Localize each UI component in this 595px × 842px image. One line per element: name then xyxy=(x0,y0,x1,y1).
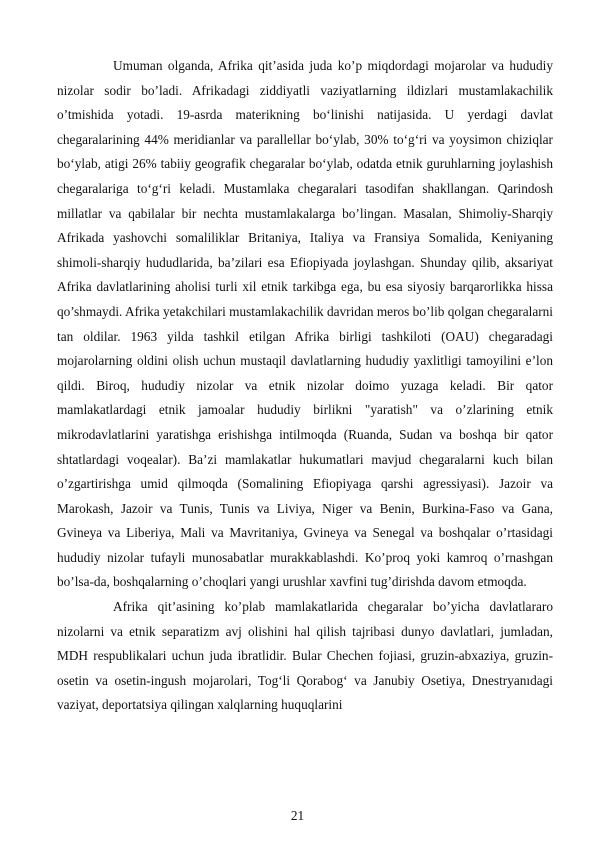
page-number: 21 xyxy=(290,808,305,823)
paragraph-1: Umuman olganda, Afrika qit’asida juda ko’p miqdordagi mojarolar va hududiy nizolar sodir bo’ladi. Afrikadagi ziddiyatli vaziyatlarning ildizlari mustamlakachilik o’tmishida yotadi. 19-asrda materikning bo‘linishi natijasida. U yerdagi davlat chegaralarining 44% meridianlar va parallellar bo‘ylab, 30% to‘g‘ri va yoysimon chiziqlar bo‘ylab, atigi 26% tabiiy geografik chegaralar bo‘ylab, odatda etnik guruhlarning joylashish chegaralariga to‘g‘ri keladi. Mustamlaka chegaralari tasodifan shakllangan. Qarindosh millatlar va qabilalar bir nechta mustamlakalarga bo’lingan. Masalan, Shimoliy-Sharqiy Afrikada yashovchi somaliliklar Britaniya, Italiya va Fransiya Somalida, Keniyaning shimoli-sharqiy hududlarida, ba’zilari esa Efiopiyada joylashgan. Shunday qilib, aksariyat Afrika davlatlarining aholisi turli xil etnik tarkibga ega, bu esa siyosiy barqarorlikka hissa qo’shmaydi. Afrika yetakchilari mustamlakachilik davridan meros bo’lib qolgan chegaralarni tan oldilar. 1963 yilda tashkil etilgan Afrika birligi tashkiloti (OAU) chegaradagi mojarolarning oldini olish uchun mustaqil davlatlarning hududiy yaxlitligi tamoyilini e’lon qildi. Biroq, hududiy nizolar va etnik nizolar doimo yuzaga keladi. Bir qator mamlakatlardagi etnik jamoalar hududiy birlikni "yaratish" va o’zlarining etnik mikrodavlatlarini yaratishga erishishga intilmoqda (Ruanda, Sudan va boshqa bir qator shtatlardagi voqealar). Ba’zi mamlakatlar hukumatlari mavjud chegaralarni kuch bilan o’zgartirishga umid qilmoqda (Somalining Efiopiyaga qarshi agressiyasi). Jazoir va Marokash, Jazoir va Tunis, Tunis va Liviya, Niger va Benin, Burkina-Faso va Gana, Gvineya va Liberiya, Mali va Mavritaniya, Gvineya va Senegal va boshqalar o’rtasidagi hududiy nizolar tufayli munosabatlar murakkablashdi. Ko’proq yoki kamroq o’rnashgan bo’lsa-da, boshqalarning o’choqlari yangi urushlar xavfini tug’dirishda davom etmoqda. xyxy=(57,58,553,590)
body-text xyxy=(57,54,553,718)
paragraph-2: Afrika qit’asining ko’plab mamlakatlarida chegaralar bo’yicha davlatlararo nizolarni va etnik separatizm avj olishini hal qilish tajribasi dunyo davlatlari, jumladan, MDH respublikalari uchun juda ibratlidir. Bular Chechen fojiasi, gruzin-abxaziya, gruzin-osetin va osetin-ingush mojarolari, Tog‘li Qorabog‘ va Janubiy Osetiya, Dnestryanıdagi vaziyat, deportatsiya qilingan xalqlarning huquqlarini xyxy=(57,599,553,713)
